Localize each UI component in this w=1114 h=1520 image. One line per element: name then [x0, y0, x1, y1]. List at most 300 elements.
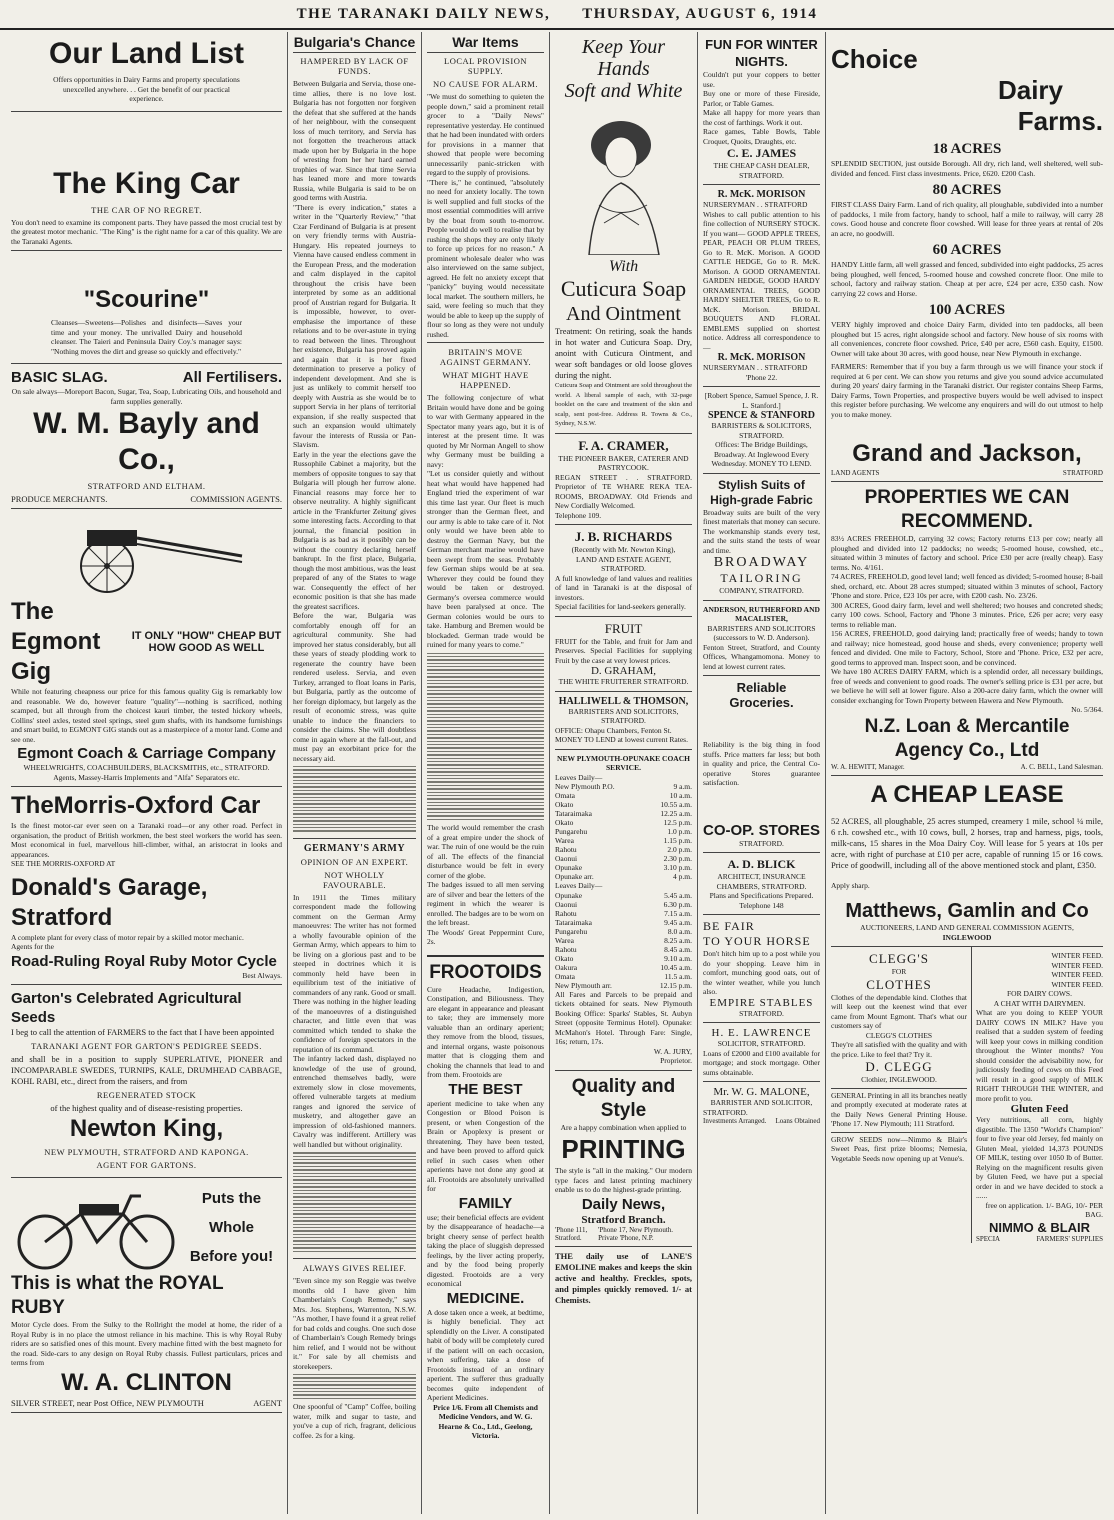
timetable-row	[555, 981, 692, 990]
donald-body: A complete plant for every class of motor repair by a skilled motor mechanic.	[11, 932, 244, 942]
empire: EMPIRE STABLES	[709, 996, 814, 1009]
timetable-time: 12.25 a.m.	[660, 809, 692, 818]
bayly-comm: COMMISSION AGENTS.	[190, 494, 282, 504]
anderson-sub: BARRISTERS AND SOLICITORS (successors to W. D. Anderson).	[707, 623, 816, 642]
newton-king: Newton King,	[69, 1115, 224, 1142]
cuticura-soap: Cuticura Soap	[560, 276, 687, 301]
coop: CO-OP. STORES	[703, 821, 820, 839]
quality-2: Style	[600, 1099, 647, 1121]
timetable-row	[555, 972, 692, 981]
clegg-ad	[831, 947, 972, 1243]
fun-body-4: Race games, Table Bowls, Table Croquet, Quoits, Draughts, etc.	[703, 127, 820, 146]
bayly-produce: PRODUCE MERCHANTS.	[11, 494, 108, 504]
timetable-time: 8.45 a.m.	[664, 944, 692, 954]
frootoids-title: FROOTOIDS	[429, 961, 542, 983]
quality-body: Are a happy combination when applied to	[560, 1122, 687, 1132]
reliable: Reliable Groceries.	[729, 680, 794, 710]
halliwell-office: OFFICE: Ohapu Chambers, Fenton St.	[555, 725, 672, 735]
camp-coffee: One spoonful of "Camp" Coffee, boiling water, milk and sugar to taste, and you've a cup of rich, fragrant, delicious coffee. 2s for a king.	[293, 1402, 416, 1440]
acres-18: 18 ACRES	[932, 141, 1002, 157]
scourine-ad	[11, 251, 282, 364]
text-filler	[293, 763, 416, 835]
graham: D. GRAHAM,	[590, 665, 657, 677]
richards-loc: STRATFORD.	[601, 564, 646, 573]
blick-sub: ARCHITECT, INSURANCE CHAMBERS, STRATFORD.	[716, 872, 807, 891]
timetable-row	[555, 791, 692, 800]
farmers-note: FARMERS: Remember that if you buy a farm through us we will finance your stock if required at 6 per cent. We can show you returns and give you sound advice accumulated during 20 years' dairy farming in the Taranaki district. Our register contains Sheep Farms, Dairy Farms, Town Properties, and prospective buyers would be well advised to inspect this register before purchasing. We welcome any enquirers and will do out utmost to help you to make money.	[831, 362, 1103, 419]
war-p5: The world would remember the crash of a great empire under the shock of war. The ruin of one would be the ruin of all. The effects of the financial disturbance would be felt in every corner of the globe.	[427, 823, 544, 880]
egmont-company: Egmont Coach & Carriage Company	[17, 745, 276, 762]
fun-body-2: Buy one or more of these Fireside, Parlor, or Table Games.	[703, 89, 820, 108]
lane-emoline: THE daily use of LANE'S EMOLINE makes and keeps the skin active and healthy. Freckles, spots, and pimples quickly removed. 1/- at Chemists.	[555, 1250, 692, 1305]
richards-body: A full knowledge of land values and realities of land in Taranaki is at the disposal of investors.	[555, 573, 692, 602]
keep-1: Keep Your Hands	[581, 36, 666, 80]
tailor-sub: COMPANY, STRATFORD.	[719, 586, 804, 595]
gig-body: While not featuring cheapness our price for this famous quality Gig is remarkably low and reasonable. We do, however feature "quality"—nothing is sacrificed, nothing scamped, but all through from the choicest kauri timber, the tested hickory wheels, Collins' steel axles, tested steel springs, steel gum shafts, with its handsome furnishings and smart build, to EGMONT GIG stands out as a masterpiece of a motor land. Come and see one.	[11, 687, 282, 744]
morison-2: R. McK. MORISON	[717, 352, 806, 363]
clinton-agent: AGENT	[253, 1397, 282, 1408]
fruit: FRUIT	[604, 620, 643, 636]
land-agents: LAND AGENTS	[831, 469, 880, 477]
cramer: F. A. CRAMER,	[578, 437, 669, 453]
basic-slag: BASIC SLAG.	[11, 369, 108, 386]
fun-winter-ad	[703, 32, 820, 185]
war-p4: "Let us consider quietly and without heat what would have happened had England tried the experiment of war this time last year. Our fleet is much stronger than the German fleet, and our army is able to take care of it. Not only would we have been able to destroy the German Navy, but the German merchant marine would have been swept from the seas. Probably few German ships would be at sea. Wherever they could be found they would be taken or destroyed. Germany's oversea commerce would have been paralysed at once. The German colonies would be ours to take. Hamburg and Bremen would be blockaded. German trade would be ruined for many years to come."	[427, 469, 544, 649]
timetable-row	[555, 818, 692, 827]
morison-role-2: NURSERYMAN . . STRATFORD	[703, 363, 808, 372]
bulgaria-p1: Between Bulgaria and Servia, those one-time allies, there is no love lost. Bulgaria has not forgotten nor forgiven the defeat that she suffered at the hands of her neighbour, with the consequent loss of much territory, and Servia has not forgotten the treacherous attack made upon her by Bulgaria in the hope of wresting from her her hard earned trophies of war. Since that time Servia has leaned more and more towards Russia, while Bulgaria is said to be on good terms with Austria.	[293, 79, 416, 202]
column-3	[422, 32, 550, 1514]
column-2	[288, 32, 422, 1514]
timetable-time: 3.10 p.m.	[663, 863, 692, 872]
king-car-body: You don't need to examine its component parts. They have passed the most crucial test by the greatest motor mechanic. "The King" is the right name for a car of this quality. We are the Taranaki Agents.	[11, 217, 282, 246]
stratford: STRATFORD	[1062, 469, 1103, 477]
army-p5: In 1911 the Times military correspondent made the following comment on the German Army manoeuvres: The writer has not formed a wholly favourable opinion of the German Army, which appears to him to be living on a glorious past and to be steeped in doctrines which it is commonly held have been in equilibrium test of the initiative of commanders of any rank. Good or small. There was nothing in the higher leading of the manoeuvres of a distinguished character, and little even that was committed which tended to shake the confidence of foreign spectators in the reputation of its command.	[293, 892, 416, 1054]
timetable-row	[555, 863, 692, 872]
malone-loc: STRATFORD.	[703, 1107, 748, 1117]
gluten-body: Very nutritious, all corn, highly digestible. The 1350 "World's Champion" four to five year old Jersey, fed mainly on Gluten Meal, yielded 14,373 POUNDS OF MILK, testing over 1050 lb of Butter. Relying on the magnificent results given by Gluten Feed, we have put a special order in and we have decided to stock a ......	[976, 1115, 1103, 1200]
broadway-ad	[703, 474, 820, 601]
grow-seeds: GROW SEEDS now—Nimmo & Blair's Sweet Peas, first prize blooms; Nemesia, Vegetable Seeds now opening up at Venue's.	[831, 1132, 967, 1164]
garton-body3: of the highest quality and of disease-resisting properties.	[50, 1103, 243, 1113]
timetable-time: 10.55 a.m.	[660, 800, 692, 809]
acres-100: 100 ACRES	[928, 302, 1006, 318]
war-p3: The following conjecture of what Britain would have done and be going to war with Germany appeared in the Spectator many years ago, but it is of interest at the present time. It was quoted by Mr Norman Angell to show why Germany must be building a navy:	[427, 393, 544, 469]
timetable-stop: Pungarehu	[555, 827, 588, 836]
timetable-stop: Tataraimaka	[555, 917, 592, 927]
clinton-addr: SILVER STREET, near Post Office, NEW PLYMOUTH	[11, 1397, 204, 1408]
reliable-body: Reliability is the big thing in food stuffs. Price matters far less; but both in quality and price, the Central Co-operative Stores guarantee satisfaction.	[703, 740, 820, 787]
richards-sub: (Recently with Mr. Newton King),	[571, 545, 676, 554]
timetable-row	[555, 900, 692, 909]
spence-pre: [Robert Spence, Samuel Spence, J. R. L. Stanford.]	[704, 391, 819, 410]
bulgaria-p4: Before the war, Bulgaria was comfortably enough off for an agricultural community. She had improved her status considerably, but all these years of steady plodding work to regenerate the country have been rendered useless. Servia, and even Turkey, arranged to float loans in Paris, but Bulgaria, partly as the outcome of her foreign diplomacy, but largely as the result of economic stress, was quite unable to induce the financiers to consider the claims. She will doubtless come in again where at the fall-out, and must pay an exorbitant price for the necessary aid.	[293, 611, 416, 763]
chat: A CHAT WITH DAIRYMEN.	[993, 998, 1086, 1008]
newton-agent: AGENT FOR GARTONS.	[96, 1160, 197, 1170]
timetable-stop: Oaonui	[555, 854, 578, 863]
frootoids-med-body: A dose taken once a week, at bedtime, is highly beneficial. They act splendidly on the Liver. A constipated habit of body will be completely cured if the patient will on each occasion, when suffering, take a dose of Frootoids instead of an ordinary aperient. The sufferer thus gradually becomes quite independent of Aperient Medicines.	[427, 1307, 544, 1403]
bayly-title: W. M. Bayly and Co.,	[33, 407, 260, 476]
cheap-lease: A CHEAP LEASE	[870, 780, 1064, 808]
prop-sub: We have 180 ACRES DAIRY FARM, which is a splendid order, all necessary buildings, free of weeds and convenient to good roads. The owner's selling price is £31 per acre, but we believe he will sell at lower figure. Also a 200-acre dairy farm, which the owner will consider exchanging for Town Property between Hawera and New Plymouth.	[831, 667, 1103, 705]
acres-18-body: SPLENDID SECTION, just outside Borough. All dry, rich land, well sheltered, well sub-divided and fenced. First class investments. Price, £620. £200 Cash.	[831, 159, 1103, 178]
frootoids-body: Cure Headache, Indigestion, Constipation, and Biliousness. They are elegant in appearance and pleasant to take; they are immensely more valuable than an ordinary aperient; they remove from the blood, tissues, and internal organs, waste poisonous matter that is clogging them and choking the channels that lead to and from them. Frootoids are	[427, 984, 544, 1080]
timetable-row	[555, 909, 692, 918]
coach-timetable-2	[555, 891, 692, 990]
frootoids-price: Price 1/6. From all Chemists and Medicine Vendors, and W. G. Hearne & Co., Ltd., Geelong, Victoria.	[433, 1402, 538, 1441]
timetable-row	[555, 918, 692, 927]
coach-timetable-1	[555, 782, 692, 881]
anderson-ad	[703, 601, 820, 677]
war-p6: The badges issued to all men serving are of silver and bear the letters of the regiment in which the wearer is enrolled. The badges are to be worn on the left breast.	[427, 880, 544, 928]
army-title: GERMANY'S ARMY	[293, 838, 416, 854]
winter-body: What are you doing to KEEP YOUR DAIRY COWS IN MILK? Have you realised that a sudden system of feeding will keep your cows in milking condition throughout the Winter months? You should consider the advisability now, for judiciously feeding of cows on this Feed will result in a good supply of MILK RIGHT THROUGH THE WINTER, and more profit to you.	[976, 1008, 1103, 1103]
best-always: Best Always.	[242, 970, 282, 980]
war-p7: The Woods' Great Peppermint Cure, 2s.	[427, 927, 544, 947]
broadway: BROADWAY	[713, 555, 810, 570]
column-6	[826, 32, 1108, 1514]
d-clegg-sub: Clothier, INGLEWOOD.	[861, 1075, 937, 1084]
timetable-row	[555, 800, 692, 809]
timetable-time: 2.30 p.m.	[663, 854, 692, 863]
lawrence-ad	[703, 1023, 820, 1082]
dairy-cows: FOR DAIRY COWS.	[1007, 989, 1072, 998]
text-filler	[293, 1371, 416, 1402]
daily-news: Daily News,	[581, 1195, 666, 1213]
bell: A. C. BELL, Land Salesman.	[1020, 762, 1103, 771]
king-car-ad	[11, 112, 282, 252]
loan-mercantile-ad	[831, 482, 1103, 776]
timetable-row	[555, 854, 692, 863]
cuticura-ad	[555, 32, 692, 434]
timetable-row	[555, 782, 692, 791]
lawrence-sub: SOLICITOR, STRATFORD.	[717, 1039, 806, 1048]
coach-ad	[555, 750, 692, 1071]
cramer-ad	[555, 434, 692, 526]
cuticura-small: Cuticura Soap and Ointment are sold throughout the world. A liberal sample of each, with 32-page booklet on the care and treatment of the skin and scalp, sent post-free. Address R. Towns & Co., Sydney, N.S.W.	[555, 382, 692, 427]
general-printing: GENERAL Printing in all its branches neatly and promptly executed at moderate rates at the Daily News General Printing House. 'Phone 17. New Plymouth; 111 Stratford.	[831, 1088, 967, 1129]
clinton: W. A. CLINTON	[61, 1368, 232, 1396]
nimmo: NIMMO & BLAIR	[988, 1219, 1091, 1235]
war-sub1: LOCAL PROVISION SUPPLY.	[444, 56, 527, 76]
always-p7: "Even since my son Reggie was twelve months old I have given him Chamberlain's Cough Remedy," says Mrs. Jos. Stephens, Warrenton, N.S.W. "As mother, I have found it a great relief for bad colds and coughs. One such dose of Chamberlain's Cough Remedy brings him relief, and I would not be without it." For sale by all chemists and storekeepers.	[293, 1276, 416, 1371]
keep-2: Soft and White	[564, 80, 683, 102]
james-sub: THE CHEAP CASH DEALER, STRATFORD.	[713, 161, 810, 180]
timetable-row	[555, 945, 692, 954]
morris-body: Is the finest motor-car ever seen on a Taranaki road—or any other road. Perfect in organisation, the product of British workmen, the best steel workers the world has seen. Most economical in fuel, marvellous hill-climber, withal, an aristocrat in looks and appearances.	[11, 821, 282, 859]
cheap-lease-ad	[831, 776, 1103, 948]
coop-sub: STRATFORD.	[739, 838, 784, 848]
acres-60-body: HANDY Little farm, all well grassed and fenced, subdivided into eight paddocks, 25 acres being ploughed, well fenced, 5-roomed house and cowshed concrete floor. One mile to school, factory and railway station. Cheap at per acre, £24 per acre, £350 cash. Now carrying 22 cows and Horse.	[831, 260, 1103, 298]
cramer-tel: Telephone 109.	[555, 510, 602, 520]
timetable-stop: Omata	[555, 971, 575, 981]
winter-3: WINTER FEED.	[1051, 970, 1103, 979]
hewitt: W. A. HEWITT, Manager.	[831, 762, 905, 771]
column-5	[698, 32, 826, 1514]
lawrence-body: Loans of £2000 and £100 available for mortgage; and stock mortgage. Other sums obtainable.	[703, 1048, 820, 1077]
anderson-body: Fenton Street, Stratford, and County Offices, Whangamomona. Money to lend at lowest current rates.	[703, 642, 820, 671]
king-car-sub: THE CAR OF NO REGRET.	[91, 204, 202, 215]
timetable-time: 9 a.m.	[673, 782, 692, 791]
anderson: ANDERSON, RUTHERFORD AND MACALISTER,	[703, 604, 820, 623]
gluten-tail: free on application. 1/- BAG, 10/- PER BAG.	[985, 1200, 1103, 1219]
king-car-title: The King Car	[53, 166, 240, 200]
agents-for: Agents for the	[11, 942, 54, 951]
winter-feed-ad	[976, 947, 1103, 1243]
choice: Choice	[831, 44, 918, 74]
gig-illustration	[11, 513, 282, 597]
richards-role: LAND AND ESTATE AGENT,	[575, 554, 672, 564]
move-sub: WHAT MIGHT HAVE HAPPENED.	[442, 370, 529, 390]
move-title: BRITAIN'S MOVE AGAINST GERMANY.	[427, 342, 544, 367]
egmont-agents: Agents, Massey-Harris Implements and "Alfa" Separators etc.	[53, 772, 240, 782]
timetable-time: 10.45 a.m.	[660, 962, 692, 972]
bayly-ad	[11, 364, 282, 509]
morison: R. McK. MORISON	[717, 189, 806, 200]
prop-no: No. 5/364.	[1071, 705, 1103, 714]
graham-sub: THE WHITE FRUITERER STRATFORD.	[558, 677, 689, 686]
clegg-clothes: CLOTHES	[866, 976, 932, 992]
column-4	[550, 32, 698, 1514]
masthead	[0, 0, 1114, 30]
coop-ad	[703, 676, 820, 853]
malone-sub: BARRISTER AND SOLICITOR,	[710, 1098, 813, 1107]
malone-ad	[703, 1082, 820, 1129]
acres-100-body: VERY highly improved and choice Dairy Farm, divided into ten paddocks, all been ploughed but 15 acres, right alongside school and factory. New house of six rooms with all conveniences, concrete floor cowshed. Price, £40 per acre, £560 cash. Equity, £1500. Owner will take about 30 acres, with good house, near New Plymouth in exchange.	[831, 320, 1103, 358]
morris-ad	[11, 787, 282, 985]
malone-inv: Investments Arranged.	[703, 1117, 767, 1125]
blick-ad	[703, 853, 820, 915]
printing-ad	[555, 1071, 692, 1247]
richards-ad	[555, 525, 692, 617]
d-clegg: D. CLEGG	[865, 1059, 933, 1074]
fair-2: TO YOUR HORSE	[703, 934, 811, 948]
frootoids-best-body: aperient medicine to take when any Congestion or Blood Poison is present, or when Congestion of the Brain or Apoplexy is present or threatening. They have been tested, and have been proved to afford quick relief in such cases when other aperients have not done any good at all. Frootoids are absolutely unrivalled for	[427, 1098, 544, 1194]
text-filler	[293, 1149, 416, 1255]
frootoids-best: THE BEST	[448, 1080, 523, 1098]
timetable-row	[555, 954, 692, 963]
fun-title: FUN FOR WINTER NIGHTS.	[705, 37, 818, 69]
timetable-row	[555, 963, 692, 972]
print-body: The style is "all in the making." Our modern type faces and latest printing machinery enable us to do the highest-grade printing.	[555, 1166, 692, 1194]
gig-title: The Egmont Gig	[11, 598, 101, 685]
bulgaria-p2: "There is every indication," states a writer in the "Quarterly Review," "that Czar Ferdinand of Bulgaria is at present on very friendly terms with Austria-Hungary. His repeated journeys to Vienna have caused endless comment in the European Press, and the moderation and calm displayed in the capitol throughout the crisis have been interpreted by some as an additional proof of Austrian regard for Bulgaria. It is impossible, however, to over-emphasise the importance of these relations and to be over-astute in trying to read between the lines. Throughout her existence, Bulgaria has proved again and again that it is her fixed determination to preserve a policy of independent development. And she is just as unlikely to commit herself too deeply with Austria as she would be to support Servia in her plans of territorial expansion, if she really suspected that such an expansion would ultimately favour the interests of Russia or Pan-Slavism.	[293, 202, 416, 449]
timetable-row	[555, 836, 692, 845]
properties-title: PROPERTIES WE CAN RECOMMEND.	[864, 487, 1070, 532]
masthead-paper: THE TARANAKI DAILY NEWS,	[296, 5, 551, 22]
all-fertilisers: All Fertilisers.	[182, 369, 282, 386]
richards: J. B. RICHARDS	[574, 529, 673, 544]
timetable-stop: Okato	[555, 800, 574, 809]
bottom-ads	[831, 947, 1103, 1243]
timetable-stop: Oaonui	[555, 899, 578, 909]
gig-tagline: IT ONLY "HOW" CHEAP BUT HOW GOOD AS WELL	[131, 630, 282, 654]
timetable-time: 12.15 p.m.	[659, 980, 692, 990]
fruit-ad	[555, 617, 692, 692]
column-1	[6, 32, 288, 1514]
frootoids-medicine: MEDICINE.	[446, 1289, 525, 1307]
timetable-stop: Omata	[555, 791, 575, 800]
timetable-stop: Warea	[555, 836, 574, 845]
timetable-time: 1.0 p.m.	[667, 827, 692, 836]
matthews: Matthews, Gamlin and Co	[845, 900, 1089, 922]
land-list-ad	[11, 32, 282, 112]
specia: SPECIA	[976, 1234, 1001, 1243]
egmont-trades: WHEELWRIGHTS, COACHBUILDERS, BLACKSMITHS, etc., STRATFORD.	[23, 763, 270, 772]
timetable-stop: Rahotu	[555, 944, 577, 954]
clegg-body: Clothes of the dependable kind. Clothes that will keep out the keenest wind that ever came from Mount Egmont. That's what our customers say of	[831, 992, 967, 1030]
cramer-body: REGAN STREET . . STRATFORD. Proprietor of TE WHARE REKA TEA-ROOMS, BROADWAY. Old Friends and New Cordially Welcomed.	[555, 472, 692, 510]
bulgaria-p3: Early in the year the elections gave the Russophile Cabinet a majority, but the members of opposite tongues to say that Bulgaria will plough her furrow alone. Financial reasons may force her to observe neutrality. A highly significant article in the 'Frankfurter Zeitung' gives some interesting facts. According to that journal, the financial position in Bulgaria is as bad as it possibly can be without the country declaring herself bankrupt. In the first place, Bulgaria, though the most ambitious, was the least prepared of any of the States to wage war. Consequently the effect of her economic position is that she has made the greatest sacrifices.	[293, 449, 416, 611]
bulgaria-sub: HAMPERED BY LACK OF FUNDS.	[300, 56, 409, 76]
land-list-body: Offers opportunities in Dairy Farms and property speculations unexcelled anywhere. . . Get the benefit of our practical experience.	[53, 75, 240, 103]
ruby-body: Motor Cycle does. From the Sulky to the Rollright the model at home, the rider of a Royal Ruby is in no place the utmost reliance in his machine. This is why Royal Ruby riders are so satisfied ones of this mount. Every machine fitted with the best magneto for the road. Side-cars to any design on Royal Ruby chassis. Fullest particulars, prices and terms from	[11, 1320, 282, 1367]
timetable-time: 8.0 a.m.	[667, 926, 692, 936]
timetable-time: 11.5 a.m.	[664, 971, 692, 981]
bulgaria-title: Bulgaria's Chance	[293, 32, 416, 53]
timetable-time: 9.45 a.m.	[664, 917, 692, 927]
loan-title: N.Z. Loan & Mercantile Agency Co., Ltd	[864, 715, 1070, 761]
text-filler	[427, 650, 544, 824]
timetable-time: 1.15 p.m.	[663, 836, 692, 845]
jury: W. A. JURY,	[653, 1046, 692, 1056]
frootoids-ad	[427, 955, 544, 1441]
masthead-date: THURSDAY, AUGUST 6, 1914	[582, 5, 818, 22]
empire-ad	[703, 915, 820, 1023]
coach-leaves-2: Leaves Daily—	[555, 881, 603, 890]
prop-83: 83½ ACRES FREEHOLD, carrying 32 cows; Factory returns £13 per cow; nearly all ploughed and divided into 12 paddocks; no weeds; 5-roomed house, cowshed, etc., situated within 3 minutes of factory and school. Price £30 per acre (really cheap). Easy terms. No. 4/161.	[831, 534, 1103, 572]
timetable-time: 2.0 p.m.	[667, 845, 692, 854]
scourine-title: "Scourine"	[83, 286, 210, 313]
dairy: Dairy	[997, 75, 1063, 105]
jury-sub: Proprietor.	[660, 1056, 692, 1065]
always-title: ALWAYS GIVES RELIEF.	[293, 1258, 416, 1273]
timetable-row	[555, 891, 692, 900]
timetable-stop: Opunake arr.	[555, 872, 594, 881]
printing: PRINTING	[561, 1134, 686, 1164]
timetable-stop: Okato	[555, 818, 574, 827]
war-items-title: War Items	[427, 32, 544, 53]
cuticura-with: With	[608, 258, 639, 275]
timetable-time: 9.10 a.m.	[664, 953, 692, 963]
ruby-line: This is what the ROYAL RUBY	[11, 1273, 224, 1318]
prop-74: 74 ACRES, FREEHOLD, good level land; well fenced as divided; 5-roomed house; 8-bail shed, orchard, etc. About 28 acres stumped; situated within 3 minutes of school, Factory 'Phone and store. Price, £23 10s per acre, with £200 cash. No. 23/26.	[831, 572, 1103, 600]
fun-body-3: Make all happy for more years than the cost of farthings. Work it out.	[703, 108, 820, 127]
army-p6: The infantry lacked dash, displayed no knowledge of the use of ground, entrenched themselves badly, were extremely slow in close movements, offered vulnerable targets at medium ranges and ignored the service of musketry, and altogether gave an impression of old-fashioned manners. Cavalry was indifferent. Artillery was well handled but without originality.	[293, 1054, 416, 1149]
quality-1: Quality and	[571, 1075, 676, 1097]
timetable-time: 8.25 a.m.	[664, 935, 692, 945]
timetable-stop: Pungarehu	[555, 926, 588, 936]
farms: Farms.	[1017, 106, 1103, 136]
timetable-time: 6.30 p.m.	[663, 899, 692, 909]
blick-body: Plans and Specifications Prepared. Telephone 148	[709, 891, 814, 910]
grand-jackson-ad	[831, 32, 1103, 482]
cheap-body: 52 ACRES, all ploughable, 25 acres stumped, creamery 1 mile, school ¼ mile, 6 r.h. cowshed etc., with 10 cows, bull, 2 horses, trap and harness, pigs, tools, milk-cans, 15 shares in the Moa Dairy Coy. Will lease for 5 years at 10s per acre, with right of purchase at £10 per acre, capable of running 15 or 16 cows. Price of goodwill, including all of the above mentioned stock and plant, £350.	[831, 815, 1103, 870]
timetable-stop: New Plymouth P.O.	[555, 782, 615, 791]
timetable-stop: Okato	[555, 953, 574, 963]
tailoring: TAILORING	[720, 571, 803, 585]
spence: SPENCE & STANFORD	[707, 410, 816, 421]
halliwell-ad	[555, 692, 692, 750]
morison-body: Wishes to call public attention to his fine collection of NURSERY STOCK. If you want— GOOD APPLE TREES, PEAR, PEACH OR PLUM TREES, Go to R. McK. Morison. A GOOD CATTLE HEDGE, Go to R. McK. Morison. A GOOD ORNAMENTAL GARDEN HEDGE, GOOD HARDY ORNAMENTAL TREES, GOOD HARDY SHELTER TREES, Go to R. McK. Morison. BRIDAL BOUQUETS AND FLORAL EMBLEMS supplied on shortest notice. Address all correspondence to—	[703, 209, 820, 352]
timetable-time: 12.5 p.m.	[663, 818, 692, 827]
timetable-stop: Opunake	[555, 863, 583, 872]
empire-sub: STRATFORD.	[739, 1008, 784, 1018]
puts-1: Puts the	[201, 1189, 262, 1207]
lady-illustration	[555, 102, 692, 258]
coach-body: All Fares and Parcels to be prepaid and tickets obtained for seats. New Plymouth Booking Office: Sparks' Stables, St. Aubyn Street (opposite Terminus Hotel). Opunake: McMahon's Hotel. Through Fare: Single, 16s; return, 17s.	[555, 989, 692, 1046]
gluten: Gluten Feed	[1010, 1103, 1069, 1115]
war-p1: "We must do something to quieten the people down," said a prominent retail grocer to a "Daily News" representative yesterday. He continued that he had been inundated with orders for provisions in a manner that showed that people were becoming unnecessarily panic-stricken with regard to the supply of provisions.	[427, 92, 544, 177]
war-sub2: NO CAUSE FOR ALARM.	[433, 79, 538, 89]
halliwell-sub: BARRISTERS AND SOLICITORS, STRATFORD.	[568, 706, 679, 725]
grand-jackson: Grand and Jackson,	[852, 440, 1082, 467]
garton-regen: REGENERATED STOCK	[96, 1090, 197, 1100]
puts-2: Whole	[209, 1218, 254, 1236]
spence-sub: BARRISTERS & SOLICITORS, STRATFORD.	[711, 421, 812, 440]
army-sub: OPINION OF AN EXPERT.	[300, 856, 409, 867]
timetable-stop: Warea	[555, 935, 574, 945]
cramer-sub: THE PIONEER BAKER, CATERER AND PASTRYCOOK.	[558, 453, 689, 472]
clegg-for: FOR	[891, 967, 907, 976]
winter-1: WINTER FEED.	[1051, 951, 1103, 960]
timetable-time: 10 a.m.	[669, 791, 692, 800]
cuticura-treatment: Treatment: On retiring, soak the hands in hot water and Cuticura Soap. Dry, anoint with Cuticura Ointment, and wear soft bandages or old loose gloves during the night.	[555, 326, 692, 380]
acres-80-body: FIRST CLASS Dairy Farm. Land of rich quality, all ploughable, subdivided into a number of paddocks, 1 mile from factory, handy to school, half a mile to railway, will carry 28 cows. Good house and concrete floor cowshed. Will lease for three years at rental of 20s an acre, no goodwill.	[831, 200, 1103, 238]
puts-3: Before you!	[189, 1247, 274, 1265]
frootoids-family-body: use; their beneficial effects are evident by the disappearance of headache—a bright cheery sense of perfect health taking the place of sluggish depressed feelings, by the liver acting properly, and by the food being properly digested. Frootoids are a very economical	[427, 1212, 544, 1289]
motorcycle-illustration	[11, 1182, 181, 1272]
garton-body2: and shall be in a position to supply SUPERLATIVE, PIONEER and INCOMPARABLE SWEDES, TURNIPS, KALE, DRUMHEAD CABBAGE, KOHL RABI, etc., direct from the raisers, and from	[11, 1054, 282, 1086]
frootoids-family: FAMILY	[458, 1194, 513, 1212]
fun-body: Couldn't put your coppers to better use.	[703, 70, 820, 89]
bayly-sale: On sale always—Moreport Bacon, Sugar, Tea, Soap, Lubricating Oils, and household and farm supplies generally.	[11, 387, 282, 406]
stylish: Stylish Suits of High-grade Fabric	[710, 477, 813, 507]
timetable-stop: Rahotu	[555, 908, 577, 918]
prop-156: 156 ACRES, FREEHOLD, good dairying land; practically free of weeds; handy to town and railway; nice homestead, good house and sheds, every convenience; property well fenced and divided. One mile to Factory, School, Store and 'Phone. Price, £32 per acre, good terms to approved man. Inspect soon, and be convinced.	[831, 629, 1103, 667]
malone-loans: Loans Obtained	[775, 1117, 820, 1125]
richards-spec: Special facilities for land-seekers generally.	[555, 602, 686, 611]
timetable-stop: New Plymouth arr.	[555, 980, 612, 990]
clegg-body-2: CLEGG'S CLOTHES	[865, 1030, 933, 1040]
coach-leaves: Leaves Daily—	[555, 772, 603, 782]
fair-1: BE FAIR	[703, 919, 755, 933]
royal-ruby-ad	[11, 1178, 282, 1413]
daily-sub: Stratford Branch.	[581, 1213, 666, 1226]
timetable-row	[555, 845, 692, 854]
acres-60: 60 ACRES	[932, 242, 1002, 258]
fruit-body: FRUIT for the Table, and fruit for Jam and Preserves. Special Facilities for supplying Fruit by the case at very lowest prices.	[555, 636, 692, 665]
malone: Mr. W. G. MALONE,	[713, 1086, 810, 1098]
scourine-body: Cleanses—Sweetens—Polishes and disinfects—Saves your time and your money. The unrivalled Dairy and household cleanser. The Taieri and Peninsula Dairy Coy.'s manager says: "Nothing moves the dirt and grease so quickly and effectively."	[51, 318, 242, 356]
timetable-row	[555, 927, 692, 936]
fair-body: Don't hitch him up to a post while you do your shopping. Leave him in comfort, munching good oats, out of the winter weather, while you lunch also.	[703, 949, 820, 996]
morison-phone: 'Phone 22.	[745, 372, 778, 382]
timetable-row	[555, 827, 692, 836]
stylish-body: Broadway suits are built of the very finest materials that money can secure. The workmanship stands every test, and the suits stand the tests of wear and time.	[703, 507, 820, 555]
spence-body: Offices: The Bridge Buildings, Broadway. At Inglewood Every Wednesday. MONEY TO LEND.	[711, 440, 812, 468]
inglewood: INGLEWOOD	[942, 932, 992, 942]
timetable-time: 5.45 a.m.	[664, 890, 692, 900]
garton-ad	[11, 985, 282, 1178]
nimmo-sub: FARMERS' SUPPLIES	[1036, 1234, 1103, 1243]
clegg: CLEGG'S	[869, 951, 929, 966]
timetable-row	[555, 809, 692, 818]
morison-ad	[703, 185, 820, 387]
morris-title: TheMorris-Oxford Car	[11, 792, 261, 819]
ruby-road: Road-Ruling Royal Ruby Motor Cycle	[11, 952, 277, 970]
cuticura-ointment: And Ointment	[566, 303, 681, 325]
